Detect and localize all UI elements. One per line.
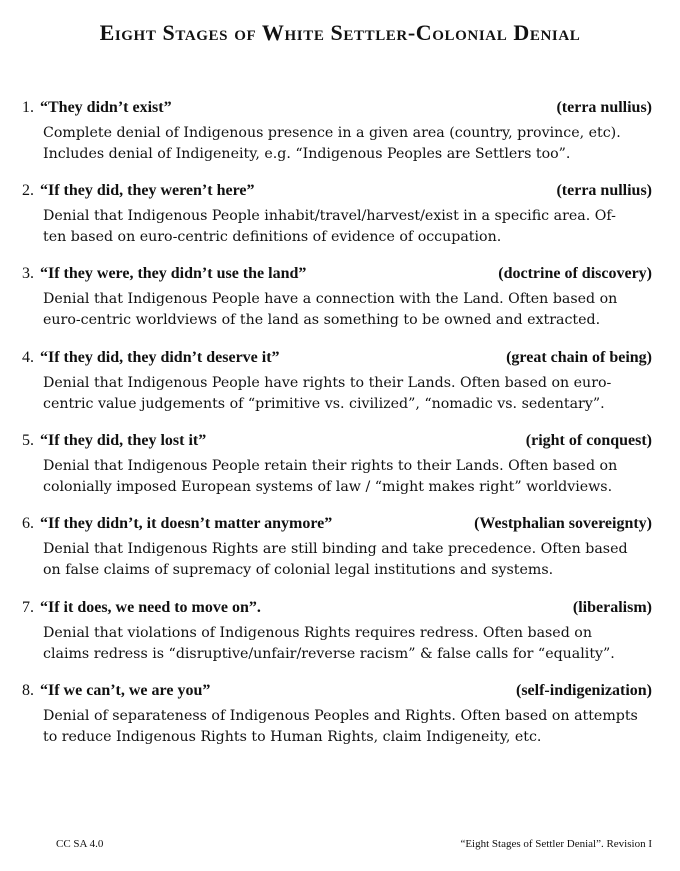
stage-description [43,373,656,415]
stage-description [43,289,656,331]
stage-description [43,623,656,665]
stage-heading [0,349,680,373]
stage-quote: “If they did, they lost it” [40,432,207,449]
stage-number: 5. [22,432,34,449]
description-line: euro-centric worldviews of the land as something to be owned and extracted. [43,312,601,328]
stage-number: 7. [22,599,34,616]
stage-number: 6. [22,515,34,532]
citation-note: “Eight Stages of Settler Denial”. Revision I [460,838,652,850]
description-line: Includes denial of Indigeneity, e.g. “Indigenous Peoples are Settlers too”. [43,146,571,162]
stage-quote: “If they did, they didn’t deserve it” [40,349,280,366]
stage-number: 3. [22,265,34,282]
stage-tag: (self-indigenization) [516,682,652,699]
stage-heading [0,265,680,289]
stage-tag: (Westphalian sovereignty) [474,515,652,532]
description-line: Denial that Indigenous People have a connection with the Land. Often based on [43,291,618,307]
stage-number: 4. [22,349,34,366]
stage-description [43,123,656,165]
stage-quote: “If we can’t, we are you” [40,682,211,699]
description-line: colonially imposed European systems of law / “might makes right” worldviews. [43,479,613,495]
stage-quote: “If it does, we need to move on”. [40,599,261,616]
description-line: Denial that Indigenous People inhabit/travel/harvest/exist in a specific area. Of- [43,208,616,224]
description-line: ten based on euro-centric definitions of evidence of occupation. [43,229,502,245]
stage-description [43,539,656,581]
stage-tag: (liberalism) [572,599,652,616]
license-note: CC SA 4.0 [56,838,104,850]
stage-heading [0,682,680,706]
stage-description [43,206,656,248]
stage-tag: (right of conquest) [525,432,652,449]
stage-heading [0,432,680,456]
stage-tag: (doctrine of discovery) [498,265,652,282]
description-line: Denial that Indigenous People retain their rights to their Lands. Often based on [43,458,618,474]
stage-heading [0,599,680,623]
stage-heading [0,99,680,123]
description-line: centric value judgements of “primitive vs. civilized”, “nomadic vs. sedentary”. [43,396,605,412]
stage-number: 2. [22,182,34,199]
stage-quote: “If they did, they weren’t here” [40,182,255,199]
description-line: to reduce Indigenous Rights to Human Rights, claim Indigeneity, etc. [43,729,542,745]
description-line: Denial that violations of Indigenous Rights requires redress. Often based on [43,625,592,641]
stage-quote: “If they didn’t, it doesn’t matter anymore” [40,515,333,532]
stage-number: 8. [22,682,34,699]
document-title: Eight Stages of White Settler-Colonial Denial [99,20,581,45]
stage-heading [0,182,680,206]
stage-quote: “They didn’t exist” [40,99,172,116]
description-line: on false claims of supremacy of colonial legal institutions and systems. [43,562,554,578]
description-line: claims redress is “disruptive/unfair/reverse racism” & false calls for “equality”. [43,646,615,662]
stage-tag: (terra nullius) [556,99,652,116]
stage-description [43,706,656,748]
description-line: Denial that Indigenous People have rights to their Lands. Often based on euro- [43,375,612,391]
stage-number: 1. [22,99,34,116]
description-line: Denial that Indigenous Rights are still binding and take precedence. Often based [43,541,628,557]
stage-tag: (great chain of being) [506,349,652,366]
description-line: Denial of separateness of Indigenous Peoples and Rights. Often based on attempts [43,708,638,724]
stage-description [43,456,656,498]
stage-heading [0,515,680,539]
description-line: Complete denial of Indigenous presence in a given area (country, province, etc). [43,125,621,141]
stage-quote: “If they were, they didn’t use the land” [40,265,307,282]
stage-tag: (terra nullius) [556,182,652,199]
